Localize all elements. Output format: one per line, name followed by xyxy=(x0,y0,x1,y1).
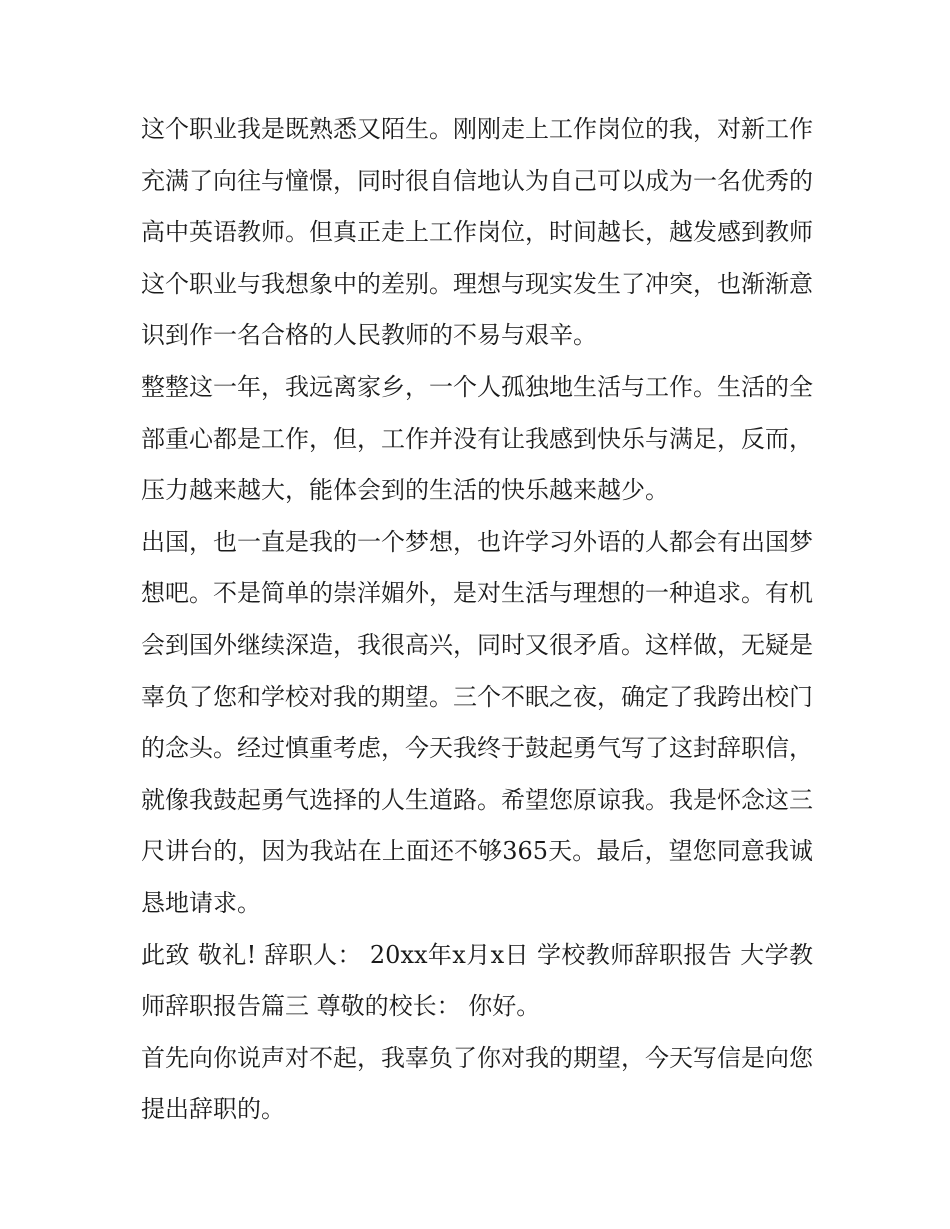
paragraph-5: 首先向你说声对不起，我辜负了你对我的期望，今天写信是向您提出辞职的。 xyxy=(141,1043,813,1124)
paragraph-4: 此致 敬礼! 辞职人： 20xx年x月x日 学校教师辞职报告 大学教师辞职报告篇三 尊敬的校长： 你好。 xyxy=(141,940,813,1021)
paragraph-2: 整整这一年，我远离家乡，一个人孤独地生活与工作。生活的全部重心都是工作，但，工作并没有让我感到快乐与满足，反而，压力越来越大，能体会到的生活的快乐越来越少。 xyxy=(141,372,813,505)
document-body xyxy=(141,104,813,1136)
paragraph-1: 这个职业我是既熟悉又陌生。刚刚走上工作岗位的我，对新工作充满了向往与憧憬，同时很自信地认为自己可以成为一名优秀的高中英语教师。但真正走上工作岗位，时间越长，越发感到教师这个职业与我想象中的差别。理想与现实发生了冲突，也渐渐意识到作一名合格的人民教师的不易与艰辛。 xyxy=(141,115,813,350)
paragraph-3: 出国，也一直是我的一个梦想，也许学习外语的人都会有出国梦想吧。不是简单的崇洋媚外，是对生活与理想的一种追求。有机会到国外继续深造，我很高兴，同时又很矛盾。这样做，无疑是辜负了您和学校对我的期望。三个不眠之夜，确定了我跨出校门的念头。经过慎重考虑，今天我终于鼓起勇气写了这封辞职信，就像我鼓起勇气选择的人生道路。希望您原谅我。我是怀念这三尺讲台的，因为我站在上面还不够365天。最后，望您同意我诚恳地请求。 xyxy=(141,527,813,917)
